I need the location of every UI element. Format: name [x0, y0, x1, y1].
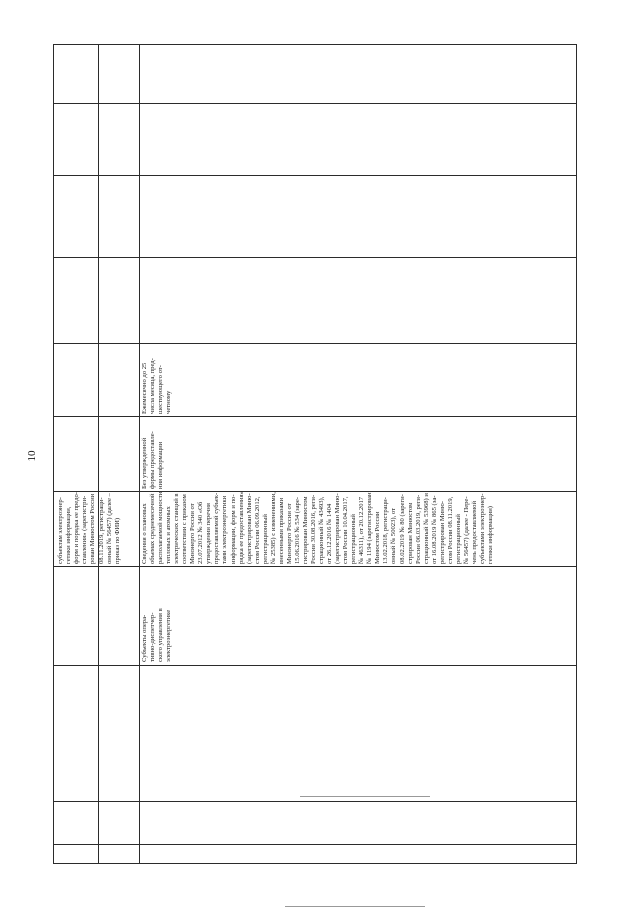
table-rule: [53, 863, 577, 864]
cell-text-line: Минэнерго России от: [285, 503, 293, 564]
cell-text-line: регистрационный: [454, 514, 462, 564]
cell-text-line: тами электроэнергетики: [221, 495, 229, 564]
cell-text-line: 23.07.2012 № 340 «Об: [197, 501, 205, 564]
cell-text-line: информации, форм и по-: [229, 494, 237, 564]
cell-text-line: электроэнергетике: [165, 609, 173, 662]
cell-text-line: располагаемой мощности: [157, 491, 165, 564]
scan-mark: [300, 796, 430, 797]
table-rule: [53, 801, 577, 802]
cell-text-line: онный № 56457) (далее –: [106, 493, 114, 564]
table-rule: [576, 44, 577, 864]
cell-text-line: внесенными приказами: [277, 497, 285, 564]
cell-text-line: ского управления в: [157, 608, 165, 662]
cell-text-line: от 26.12.2016 № 1404: [326, 503, 334, 564]
cell-text-line: Сведения о плановых: [141, 503, 148, 564]
cell-text-line: субъектами электроэнер-: [478, 493, 486, 564]
table-rule: [53, 665, 577, 666]
cell-text-line: № 25385) с изменениями,: [269, 492, 277, 564]
cell-text-line: тепловых и атомных: [165, 506, 173, 564]
cell-text-line: субъектам электроэнер-: [57, 497, 64, 564]
table-rule: [53, 257, 577, 258]
cell-text-line: регистрирован Миню-: [438, 501, 446, 564]
cell-text-line: регистрационный: [261, 514, 269, 564]
table-rule: [53, 44, 54, 864]
cell-text-line: гетики информации,: [65, 506, 73, 564]
table-rule: [53, 343, 577, 344]
table-rule: [53, 566, 577, 567]
table-rule: [53, 844, 577, 845]
cell-period: [141, 343, 181, 416]
table-rule: [139, 44, 140, 864]
cell-text-line: онный № 50023), от: [390, 508, 398, 564]
cell-text-line: числа месяца, пред-: [149, 358, 157, 414]
cell-form: [141, 416, 181, 491]
table-rule: [53, 416, 577, 417]
cell-text-line: Без утвержденной: [141, 437, 148, 489]
cell-text-line: форм и порядка ее предо-: [73, 492, 81, 564]
cell-text-line: страционный № 43493),: [318, 496, 326, 564]
cell-information: [141, 491, 575, 566]
cell-text-line: приказ по ФИИ): [114, 517, 122, 564]
cell-previous-entry-tail-2: [98, 491, 138, 566]
cell-text-line: предоставляемой субъек-: [213, 492, 221, 564]
cell-text-line: формы предоставле-: [149, 431, 157, 489]
cell-text-line: стом России 06.09.2012,: [253, 496, 261, 564]
cell-text-line: 15.06.2016 № 534 (заре-: [293, 497, 301, 564]
cell-text-line: Минюстом России: [374, 511, 382, 564]
cell-text-line: объемах среднемесячной: [149, 493, 157, 564]
cell-text-line: от 16.08.2019 № 865 (за-: [430, 495, 438, 564]
cell-text-line: утверждении перечня: [205, 503, 213, 564]
cell-text-line: № 46311), от 20.12.2017: [358, 496, 366, 564]
cell-text-line: рядка ее предоставления»: [237, 491, 245, 564]
cell-text-line: шествующего от-: [157, 365, 165, 414]
cell-text-line: (зарегистрирован Миню-: [245, 493, 253, 564]
table-rule: [53, 103, 577, 104]
cell-text-line: России 06.03.2019, реги-: [414, 494, 422, 564]
cell-text-line: чень предоставляемой: [470, 501, 478, 564]
cell-text-line: (зарегистрирован Миню-: [334, 493, 342, 564]
cell-text-line: № 1194 (зарегистрирован: [366, 492, 374, 564]
cell-text-line: России 30.08.2016, реги-: [309, 494, 317, 564]
page-number: 10: [26, 450, 38, 462]
cell-text-line: 08.11.2019, регистраци-: [98, 497, 105, 564]
table-rule: [53, 175, 577, 176]
cell-text-line: стом России 08.11.2019,: [446, 496, 454, 564]
cell-text-line: стрирован Минюстом: [406, 502, 414, 564]
cell-text-line: Субъекты опера-: [141, 614, 148, 662]
cell-text-line: № 56457) (далее - Пере-: [462, 496, 470, 564]
cell-text-line: 13.02.2018, регистраци-: [382, 497, 390, 564]
cell-text-line: ния информации: [157, 441, 165, 489]
cell-text-line: регистрационный: [350, 514, 358, 564]
cell-previous-entry-tail: [57, 491, 97, 566]
cell-text-line: соответствии с приказом: [181, 494, 189, 564]
table-rule: [53, 44, 577, 45]
cell-text-line: гетики информации): [487, 506, 495, 564]
cell-subject: [141, 566, 177, 664]
table-rule: [98, 44, 99, 864]
cell-text-line: Ежемесячно до 25: [141, 362, 148, 414]
cell-text-line: ставления» (зарегистри-: [81, 495, 89, 564]
cell-text-line: четному: [165, 390, 173, 414]
cell-text-line: тивно-диспетчер-: [149, 612, 157, 662]
cell-text-line: Минэнерго России от: [189, 503, 197, 564]
cell-text-line: электрических станций в: [173, 493, 181, 564]
cell-text-line: рован Минюстом России: [89, 493, 97, 564]
cell-text-line: страционный № 53968) и: [422, 493, 430, 564]
cell-text-line: гистрирован Минюстом: [301, 496, 309, 564]
cell-text-line: 08.02.2019 № 80 (зареги-: [398, 494, 406, 564]
cell-text-line: стом России 10.04.2017,: [342, 496, 350, 564]
